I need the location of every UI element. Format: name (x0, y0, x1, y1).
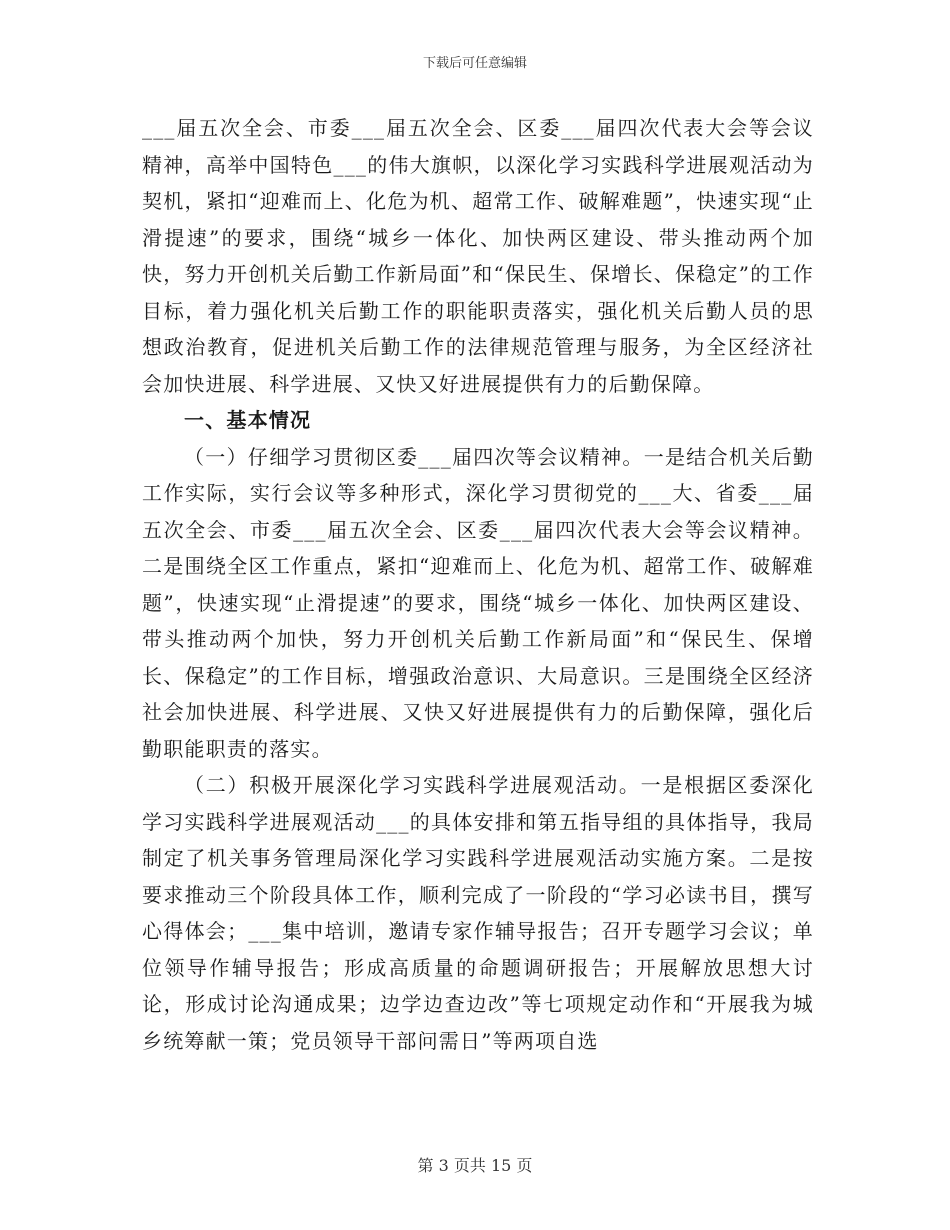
body-paragraph-intro: ___届五次全会、市委___届五次全会、区委___届四次代表大会等会议精神，高举中国特色___的伟大旗帜，以深化学习实践科学进展观活动为契机，紧扣“迎难而上、化危为机、超常工作、破解难题”，快速实现“止滑提速”的要求，围绕“城乡一体化、加快两区建设、带头推动两个加快，努力开创机关后勤工作新局面”和“保民生、保增长、保稳定”的工作目标，着力强化机关后勤工作的职能职责落实，强化机关后勤人员的思想政治教育，促进机关后勤工作的法律规范管理与服务，为全区经济社会加快进展、科学进展、又快又好进展提供有力的后勤保障。 (142, 116, 814, 396)
section-heading-basic-situation: 一、基本情况 (184, 408, 312, 432)
page-number: 第 3 页共 15 页 (417, 1156, 533, 1175)
body-paragraph-study-meeting: （一）仔细学习贯彻区委___届四次等会议精神。一是结合机关后勤工作实际，实行会议等多种形式，深化学习贯彻党的___大、省委___届五次全会、市委___届五次全会、区委___届四次代表大会等会议精神。二是围绕全区工作重点，紧扣“迎难而上、化危为机、超常工作、破解难题”，快速实现“止滑提速”的要求，围绕“城乡一体化、加快两区建设、带头推动两个加快，努力开创机关后勤工作新局面”和“保民生、保增长、保稳定”的工作目标，增强政治意识、大局意识。三是围绕全区经济社会加快进展、科学进展、又快又好进展提供有力的后勤保障，强化后勤职能职责的落实。 (142, 444, 814, 761)
document-body (142, 110, 814, 1059)
body-paragraph-practice-activity: （二）积极开展深化学习实践科学进展观活动。一是根据区委深化学习实践科学进展观活动___的具体安排和第五指导组的具体指导，我局制定了机关事务管理局深化学习实践科学进展观活动实施方案。二是按要求推动三个阶段具体工作，顺利完成了一阶段的“学习必读书目，撰写心得体会；___集中培训，邀请专家作辅导报告；召开专题学习会议；单位领导作辅导报告；形成高质量的命题调研报告；开展解放思想大讨论，形成讨论沟通成果；边学边查边改”等七项规定动作和“开展我为城乡统筹献一策；党员领导干部问需日”等两项自选 (142, 773, 814, 1053)
page-header: 下载后可任意编辑 (422, 56, 527, 71)
